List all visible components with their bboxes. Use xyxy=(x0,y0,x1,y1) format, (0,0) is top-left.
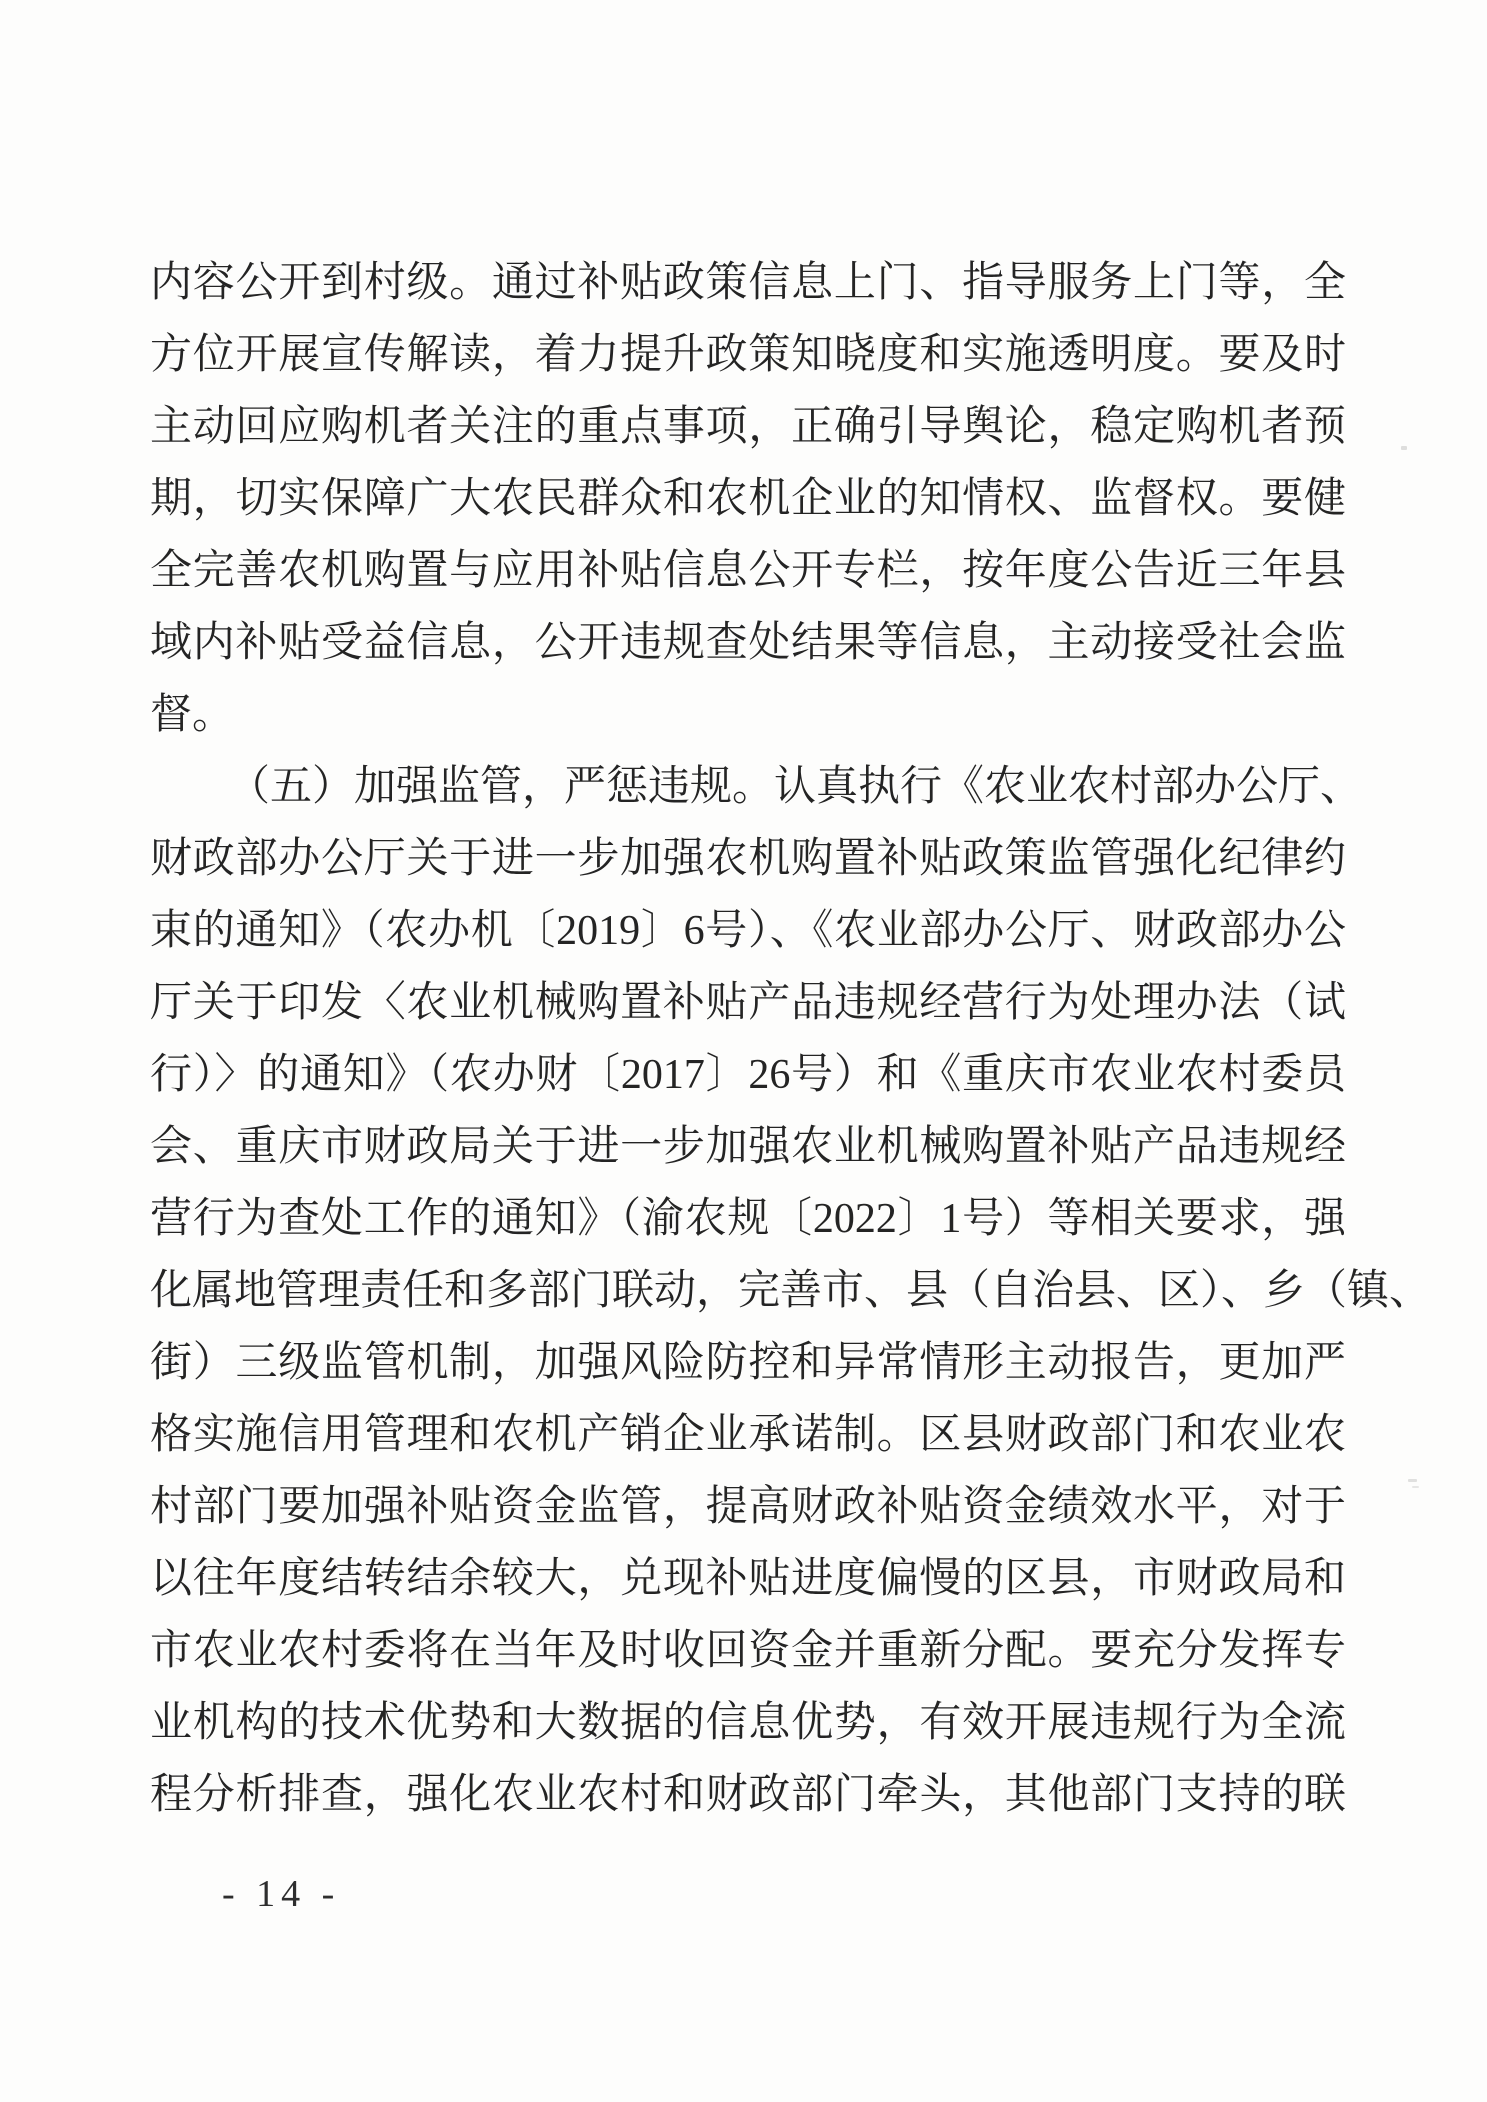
text-line: 会、重庆市财政局关于进一步加强农业机械购置补贴产品违规经 xyxy=(150,1124,1346,1170)
text-line: 域内补贴受益信息，公开违规查处结果等信息，主动接受社会监 xyxy=(150,620,1346,666)
scan-speck xyxy=(1408,1479,1417,1482)
text-line: 厅关于印发〈农业机械购置补贴产品违规经营行为处理办法（试 xyxy=(150,980,1346,1026)
text-line: 全完善农机购置与应用补贴信息公开专栏，按年度公告近三年县 xyxy=(150,548,1346,594)
text-line: 营行为查处工作的通知》（渝农规〔2022〕1号）等相关要求，强 xyxy=(150,1196,1346,1242)
text-line: 内容公开到村级。通过补贴政策信息上门、指导服务上门等，全 xyxy=(150,260,1346,306)
text-line: 程分析排查，强化农业农村和财政部门牵头，其他部门支持的联 xyxy=(150,1772,1346,1818)
text-line: 业机构的技术优势和大数据的信息优势，有效开展违规行为全流 xyxy=(150,1700,1346,1746)
text-line: 主动回应购机者关注的重点事项，正确引导舆论，稳定购机者预 xyxy=(150,404,1346,450)
text-line: 行）〉的通知》（农办财〔2017〕26号）和《重庆市农业农村委员 xyxy=(150,1052,1346,1098)
text-line: 街）三级监管机制，加强风险防控和异常情形主动报告，更加严 xyxy=(150,1340,1346,1386)
text-line: 以往年度结转结余较大，兑现补贴进度偏慢的区县，市财政局和 xyxy=(150,1556,1346,1602)
text-line: 束的通知》（农办机〔2019〕6号）、《农业部办公厅、财政部办公 xyxy=(150,908,1346,954)
text-line: 方位开展宣传解读，着力提升政策知晓度和实施透明度。要及时 xyxy=(150,332,1346,378)
text-line: 化属地管理责任和多部门联动，完善市、县（自治县、区）、乡（镇、 xyxy=(150,1268,1432,1314)
scan-speck xyxy=(1401,446,1407,450)
text-line: 市农业农村委将在当年及时收回资金并重新分配。要充分发挥专 xyxy=(150,1628,1346,1674)
document-body-text xyxy=(150,247,1432,1831)
text-line: 财政部办公厅关于进一步加强农机购置补贴政策监管强化纪律约 xyxy=(150,836,1346,882)
scan-speck xyxy=(1412,1486,1419,1488)
text-line: 村部门要加强补贴资金监管，提高财政补贴资金绩效水平，对于 xyxy=(150,1484,1346,1530)
page-number: - 14 - xyxy=(222,1873,341,1915)
text-line: 格实施信用管理和农机产销企业承诺制。区县财政部门和农业农 xyxy=(150,1412,1346,1458)
text-line: 督。 xyxy=(150,692,235,738)
text-line: 期，切实保障广大农民群众和农机企业的知情权、监督权。要健 xyxy=(150,476,1346,522)
text-line-paragraph-start: （五）加强监管，严惩违规。认真执行《农业农村部办公厅、 xyxy=(228,764,1363,810)
